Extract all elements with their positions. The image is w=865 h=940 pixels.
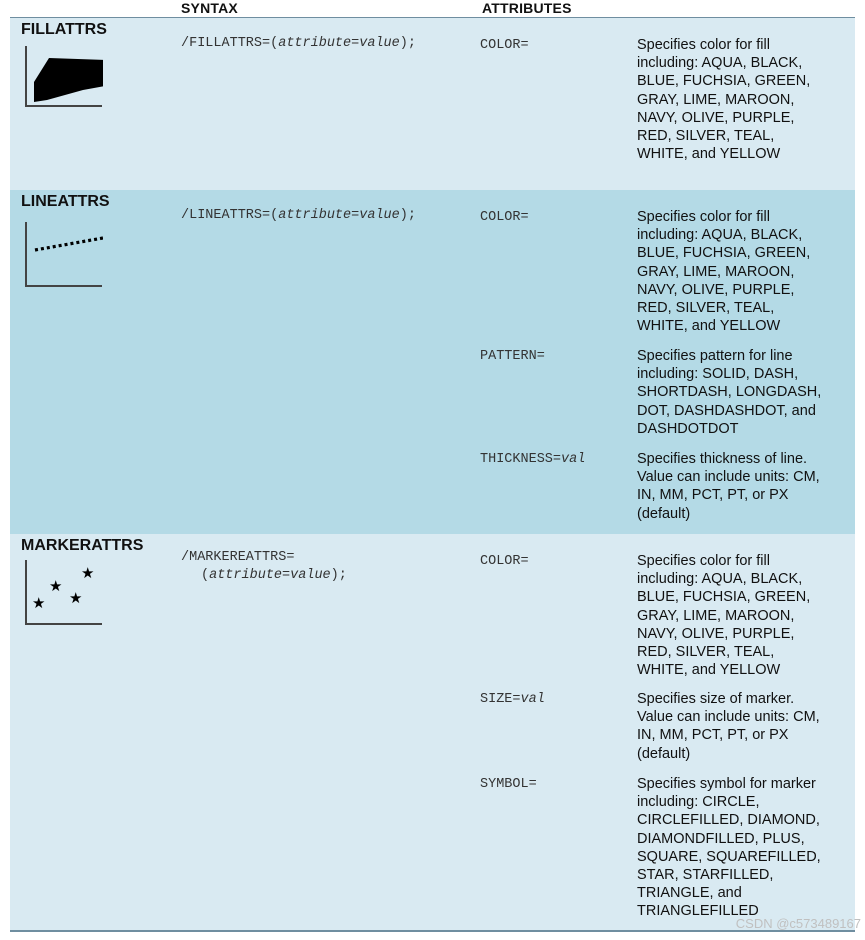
line-pattern-icon [23,220,103,288]
watermark: CSDN @c573489167 [735,916,861,931]
syntax-text: /LINEATTRS=(attribute=value); [181,208,416,223]
attribute-name: COLOR= [480,210,529,225]
attribute-description: Specifies color for fill including: AQUA, BLACK, BLUE, FUCHSIA, GREEN, GRAY, LIME, MAROON, NAVY, OLIVE, PURPLE, RED, SILVER, TEAL, WHITE, and YELLOW [637,209,811,335]
section-title: MARKERATTRS [21,537,144,554]
star-icon: ★ [49,577,63,595]
syntax-text: /FILLATTRS=(attribute=value); [181,36,416,51]
attribute-name: COLOR= [480,38,529,53]
attribute-name: THICKNESS=val [480,452,586,467]
attribute-description: Specifies pattern for line including: SOLID, DASH, SHORTDASH, LONGDASH, DOT, DASHDASHDOT, and DASHDOTDOT [637,348,822,437]
attribute-description: Specifies color for fill including: AQUA, BLACK, BLUE, FUCHSIA, GREEN, GRAY, LIME, MAROON, NAVY, OLIVE, PURPLE, RED, SILVER, TEAL, WHITE, and YELLOW [637,37,811,163]
star-icon: ★ [69,589,83,607]
table-bottom-divider [10,930,855,932]
syntax-column-header: SYNTAX [181,0,238,16]
table-header [0,0,865,18]
attribute-name: SYMBOL= [480,777,537,792]
attribute-description: Specifies thickness of line. Value can include units: CM, IN, MM, PCT, PT, or PX (default) [637,451,820,522]
star-markers-icon [23,558,103,626]
star-icon: ★ [32,594,46,612]
attribute-name: PATTERN= [480,349,545,364]
fill-area-icon [23,44,103,108]
section-title: FILLATTRS [21,21,107,38]
syntax-text: /MARKEREATTRS= (attribute=value); [181,550,347,583]
attribute-name: COLOR= [480,554,529,569]
section-title: LINEATTRS [21,193,110,210]
attribute-description: Specifies symbol for marker including: CIRCLE, CIRCLEFILLED, DIAMOND, DIAMONDFILLED, PLUS, SQUARE, SQUAREFILLED, STAR, STARFILLED, TRIANGLE, and TRIANGLEFILLED [637,776,821,920]
attribute-name: SIZE=val [480,692,545,707]
attribute-description: Specifies color for fill including: AQUA, BLACK, BLUE, FUCHSIA, GREEN, GRAY, LIME, MAROON, NAVY, OLIVE, PURPLE, RED, SILVER, TEAL, WHITE, and YELLOW [637,553,811,679]
star-icon: ★ [81,564,95,582]
attributes-column-header: ATTRIBUTES [482,0,572,16]
section-lineattrs [10,190,855,534]
section-markerattrs [10,534,855,930]
section-fillattrs [10,18,855,190]
attribute-description: Specifies size of marker. Value can include units: CM, IN, MM, PCT, PT, or PX (default) [637,691,820,762]
